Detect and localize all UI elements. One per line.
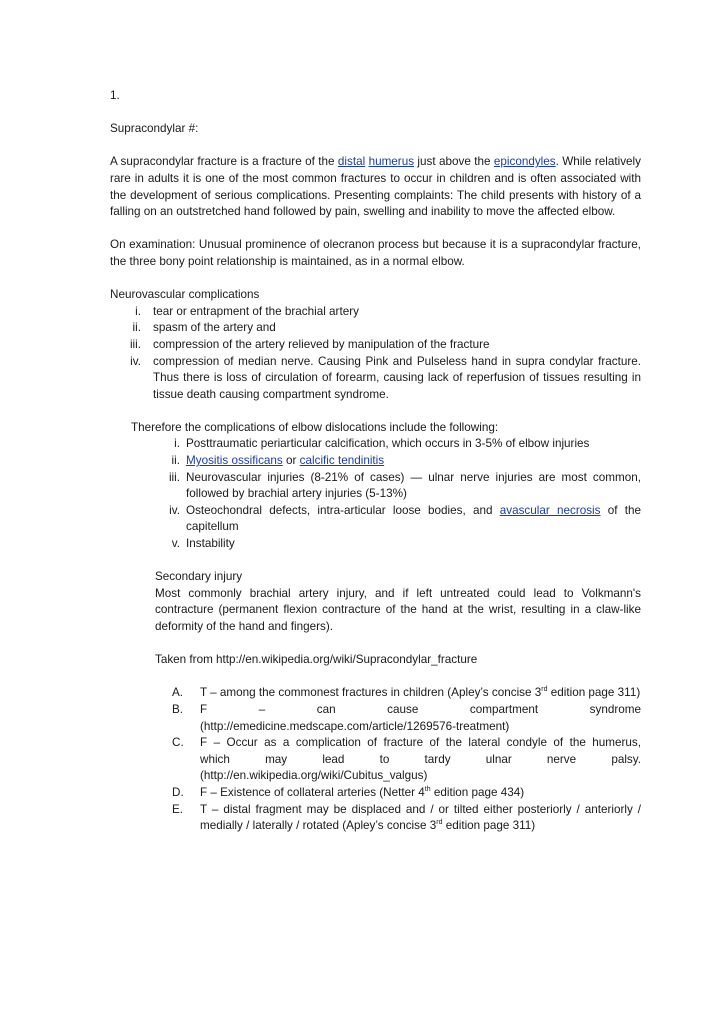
list-item: iii. Neurovascular injuries (8-21% of cases) — ulnar nerve injuries are most common, followed by brachial artery injuries (5-13%) [168, 470, 641, 501]
list-item: i. tear or entrapment of the brachial artery [135, 304, 359, 318]
answer-item-b: B. F – can cause compartment syndrome (http://emedicine.medscape.com/article/1269576-treatment) [172, 702, 641, 733]
secondary-injury-title: Secondary injury [155, 570, 243, 584]
document-title: Supracondylar #: [110, 122, 199, 136]
source-line: Taken from http://en.wikipedia.org/wiki/Supracondylar_fracture [155, 653, 478, 667]
answers-list [110, 685, 641, 834]
complications-intro: Therefore the complications of elbow dislocations include the following: [131, 420, 499, 434]
link-distal[interactable]: distal [337, 155, 366, 169]
link-myositis-ossificans[interactable]: Myositis ossificans [186, 454, 283, 468]
link-humerus[interactable]: humerus [368, 155, 415, 169]
neurovascular-title: Neurovascular complications [110, 288, 260, 302]
link-avascular-necrosis[interactable]: avascular necrosis [499, 503, 601, 517]
answer-item-c: C. F – Occur as a complication of fracture of the lateral condyle of the humerus, which may lead to tardy ulnar nerve palsy. (http://en.wikipedia.org/wiki/Cubitus_valgus) [172, 736, 641, 783]
neurovascular-section [110, 287, 641, 403]
list-item: iii. compression of the artery relieved by manipulation of the fracture [129, 337, 490, 351]
answer-item-d: D. F – Existence of collateral arteries (Netter 4th edition page 434) [172, 785, 525, 799]
link-epicondyles[interactable]: epicondyles [493, 155, 556, 169]
document-page [110, 88, 641, 835]
intro-paragraph: A supracondylar fracture is a fracture of the distal humerus just above the epicondyles. While relatively rare in adults it is one of the most common fractures to occur in children and is often associated with the development of serious complications. Presenting complaints: The child presents with history of a falling on an outstretched hand followed by pain, swelling and inability to move the affected elbow. [110, 155, 641, 219]
list-item: ii. spasm of the artery and [132, 321, 276, 335]
list-item: iv. compression of median nerve. Causing Pink and Pulseless hand in supra condylar fracture. Thus there is loss of circulation of forearm, causing lack of reperfusion of tissues resulting in tissue death causing compartment syndrome. [130, 354, 641, 401]
answer-item-e: E. T – distal fragment may be displaced and / or tilted either posteriorly / anteriorly / medially / laterally / rotated (Apley’s concise 3rd edition page 311) [172, 802, 641, 833]
list-item: i. Posttraumatic periarticular calcification, which occurs in 3-5% of elbow injuries [174, 437, 590, 451]
elbow-complications-section [110, 420, 641, 553]
list-item: ii. Myositis ossificans or calcific tendinitis [171, 454, 385, 468]
list-item: v. Instability [171, 537, 235, 551]
secondary-injury-section [155, 569, 641, 635]
heading-number: 1. [110, 89, 120, 102]
list-item: iv. Osteochondral defects, intra-articular loose bodies, and avascular necrosis of the capitellum [169, 503, 641, 534]
answer-item-a: A. T – among the commonest fractures in children (Apley’s concise 3rd edition page 311) [172, 686, 641, 700]
secondary-injury-text: Most commonly brachial artery injury, and if left untreated could lead to Volkmann's contracture (permanent flexion contracture of the hand at the wrist, resulting in a claw-like deformity of the hand and fingers). [155, 586, 641, 633]
link-calcific-tendinitis[interactable]: calcific tendinitis [299, 454, 385, 468]
examination-paragraph: On examination: Unusual prominence of olecranon process but because it is a supracondylar fracture, the three bony point relationship is maintained, as in a normal elbow. [110, 238, 641, 268]
